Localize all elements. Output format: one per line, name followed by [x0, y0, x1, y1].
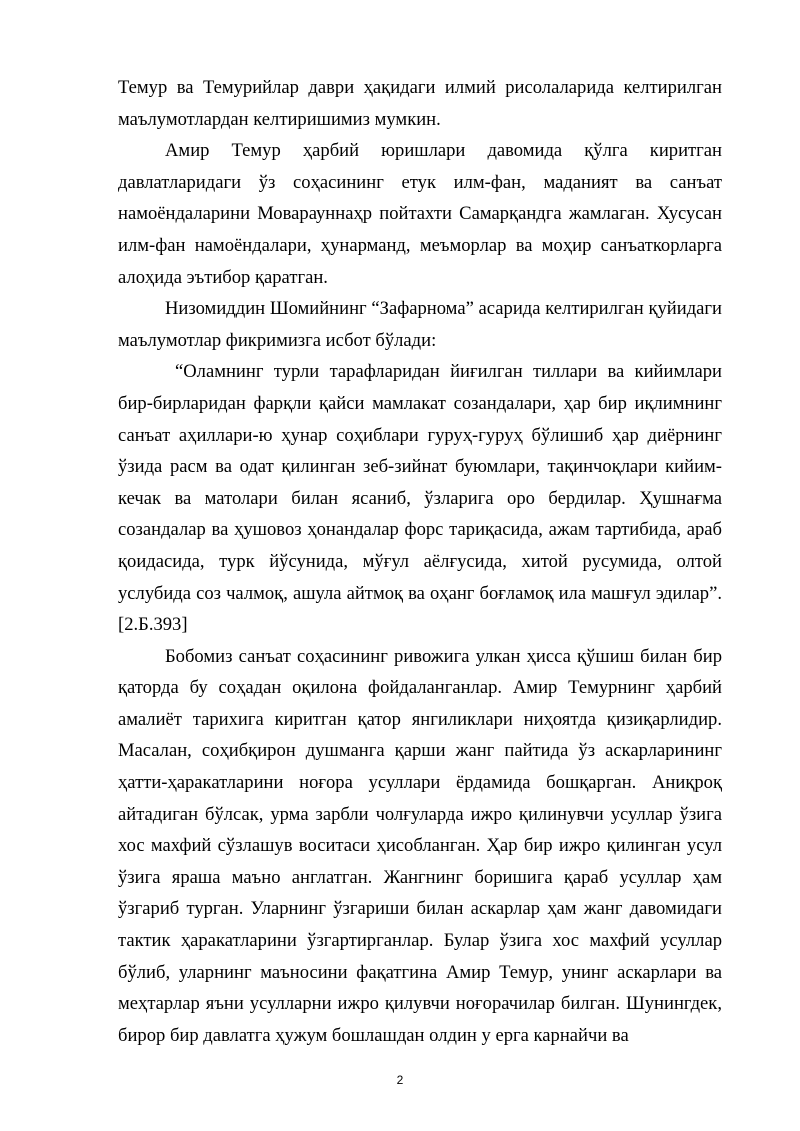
page-number: 2	[396, 1073, 404, 1087]
paragraph-quotation: “Оламнинг турли тарафларидан йиғилган тиллари ва кийимлари бир-бирларидан фарқли қайси мамлакат созандалари, ҳар бир иқлимнинг санъат аҳиллари-ю ҳунар соҳиблари гуруҳ-гуруҳ бўлишиб ҳар диёрнинг ўзида расм ва одат қилинган зеб-зийнат буюмлари, тақинчоқлари кийим-кечак ва матолари билан ясаниб, ўзларига оро бердилар. Ҳушнағма созандалар ва ҳушовоз ҳонандалар форс тариқасида, ажам тартибида, араб қоидасида, турк йўсунида, мўғул аёлғусида, хитой русумида, олтой услубида соз чалмоқ, ашула айтмоқ ва оҳанг боғламоқ ила машғул эдилар”. [2.Б.393]	[118, 361, 722, 636]
paragraph-military-drums: Бобомиз санъат соҳасининг ривожига улкан ҳисса қўшиш билан бир қаторда бу соҳадан оқилона фойдаланганлар. Амир Темурнинг ҳарбий амалиёт тарихига киритган қатор янгиликлари ниҳоятда қизиқарлидир. Масалан, соҳибқирон душманга қарши жанг пайтида ўз аскарларининг ҳатти-ҳаракатларини ноғора усуллари ёрдамида бошқарган. Аниқроқ айтадиган бўлсак, урма зарбли чолғуларда ижро қилинувчи усуллар ўзига хос махфий сўзлашув воситаси ҳисобланган. Ҳар бир ижро қилинган усул ўзига яраша маъно англатган. Жангнинг боришига қараб усуллар ҳам ўзгариб турган. Уларнинг ўзгариши билан аскарлар ҳам жанг давомидаги тактик ҳаракатларини ўзгартирганлар. Булар ўзига хос махфий усуллар бўлиб, уларнинг маъносини фақатгина Амир Темур, унинг аскарлари ва меҳтарлар яъни усулларни ижро қилувчи ноғорачилар билган. Шунингдек, бирор бир давлатга ҳужум бошлашдан олдин у ерга карнайчи ва	[118, 645, 722, 1046]
body-text	[118, 72, 722, 1051]
paragraph-zafarnoma-intro: Низомиддин Шомийнинг “Зафарнома” асарида келтирилган қуйидаги маълумотлар фикримизга исбот бўлади:	[118, 298, 722, 351]
paragraph-amir-temur: Амир Темур ҳарбий юришлари давомида қўлга киритган давлатларидаги ўз соҳасининг етук илм-фан, маданият ва санъат намоёндаларини Моварауннаҳр пойтахти Самарқандга жамлаган. Хусусан илм-фан намоёндалари, ҳунарманд, меъморлар ва моҳир санъаткорларга алоҳида эътибор қаратган.	[118, 140, 722, 288]
paragraph-continuation: Темур ва Темурийлар даври ҳақидаги илмий рисолаларида келтирилган маълумотлардан келтиришимиз мумкин.	[118, 77, 722, 130]
